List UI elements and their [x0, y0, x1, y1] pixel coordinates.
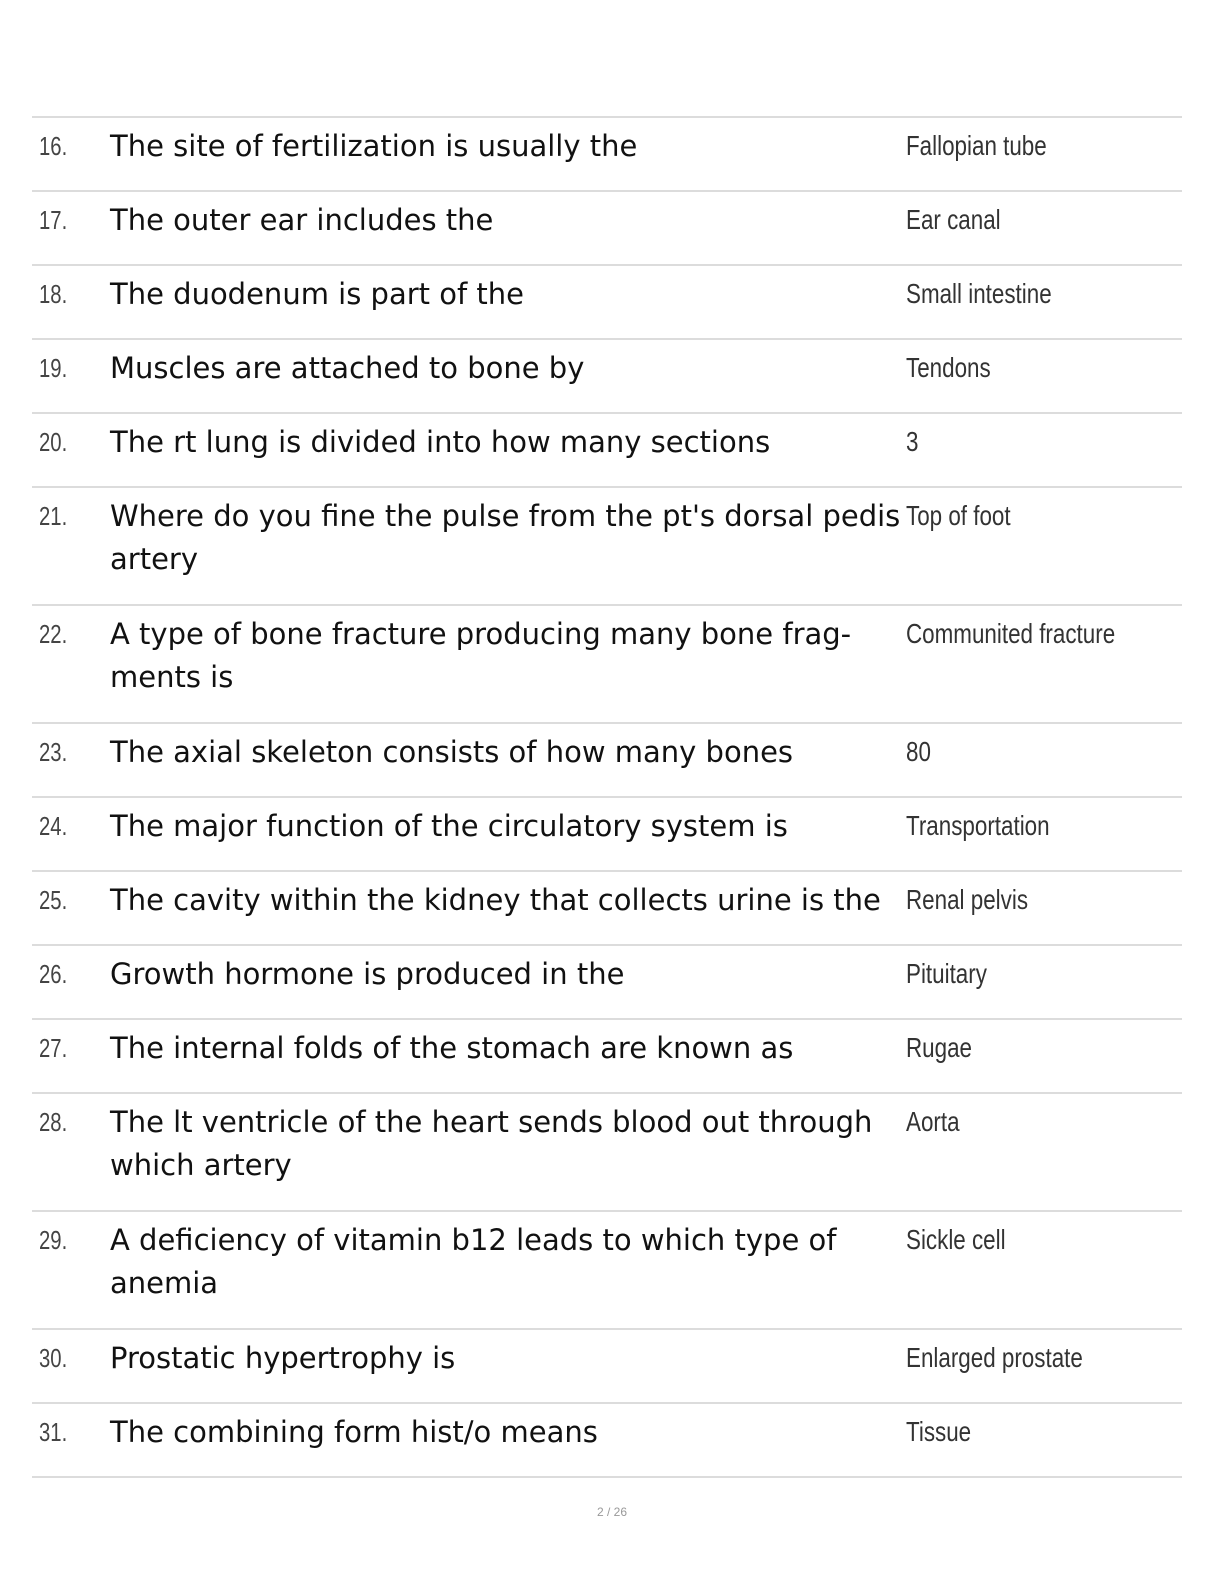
row-number: 29. [39, 1225, 68, 1255]
row-number: 22. [39, 619, 68, 649]
question-text: The cavity within the kidney that collects urine is the [110, 883, 881, 917]
answer-text: Pituitary [906, 958, 987, 989]
answer-text: Ear canal [906, 204, 1001, 235]
question-text: The combining form hist/o means [110, 1415, 598, 1449]
question-text: The major function of the circulatory system is [110, 809, 788, 843]
table-row [32, 1330, 1182, 1404]
answer-text: Communited fracture [906, 618, 1116, 649]
row-number: 17. [39, 205, 68, 235]
flashcard-table [32, 116, 1182, 1478]
table-row [32, 266, 1182, 340]
question-text: A deficiency of vitamin b12 leads to which type of anemia [110, 1223, 837, 1300]
table-row [32, 1212, 1182, 1330]
answer-text: Tissue [906, 1416, 972, 1447]
answer-text: Enlarged prostate [906, 1342, 1083, 1373]
table-row [32, 1094, 1182, 1212]
row-number: 26. [39, 959, 68, 989]
row-number: 31. [39, 1417, 68, 1447]
answer-text: Aorta [906, 1106, 960, 1137]
table-row [32, 414, 1182, 488]
answer-text: Rugae [906, 1032, 973, 1063]
answer-text: Top of foot [906, 500, 1011, 531]
row-number: 25. [39, 885, 68, 915]
row-number: 27. [39, 1033, 68, 1063]
question-text: Growth hormone is produced in the [110, 957, 625, 991]
answer-text: Transportation [906, 810, 1050, 841]
row-number: 19. [39, 353, 68, 383]
question-text: The rt lung is divided into how many sections [110, 425, 771, 459]
table-row [32, 872, 1182, 946]
answer-text: 80 [906, 736, 931, 767]
answer-text: Renal pelvis [906, 884, 1029, 915]
question-text: The outer ear includes the [110, 203, 494, 237]
question-text: Prostatic hypertrophy is [110, 1341, 456, 1375]
row-number: 21. [39, 501, 68, 531]
question-text: The axial skeleton consists of how many bones [110, 735, 794, 769]
table-row [32, 1020, 1182, 1094]
question-text: The lt ventricle of the heart sends blood out through which artery [110, 1105, 873, 1182]
question-text: The internal folds of the stomach are known as [110, 1031, 794, 1065]
table-row [32, 488, 1182, 606]
table-row [32, 340, 1182, 414]
answer-text: Tendons [906, 352, 991, 383]
page-number: 2 / 26 [596, 1505, 628, 1519]
answer-text: Sickle cell [906, 1224, 1006, 1255]
row-number: 20. [39, 427, 68, 457]
table-row [32, 946, 1182, 1020]
question-text: The duodenum is part of the [110, 277, 525, 311]
answer-text: 3 [906, 426, 919, 457]
question-text: The site of fertilization is usually the [110, 129, 638, 163]
table-row [32, 724, 1182, 798]
question-text: Where do you fine the pulse from the pt's dorsal pedis artery [110, 499, 901, 576]
table-row [32, 118, 1182, 192]
question-text: Muscles are attached to bone by [110, 351, 585, 385]
row-number: 28. [39, 1107, 68, 1137]
answer-text: Small intestine [906, 278, 1052, 309]
table-row [32, 798, 1182, 872]
row-number: 18. [39, 279, 68, 309]
table-row [32, 606, 1182, 724]
row-number: 16. [39, 131, 68, 161]
row-number: 24. [39, 811, 68, 841]
question-text: A type of bone fracture producing many bone frag- ments is [110, 617, 852, 694]
answer-text: Fallopian tube [906, 130, 1047, 161]
table-row [32, 1404, 1182, 1478]
table-row [32, 192, 1182, 266]
row-number: 23. [39, 737, 68, 767]
row-number: 30. [39, 1343, 68, 1373]
